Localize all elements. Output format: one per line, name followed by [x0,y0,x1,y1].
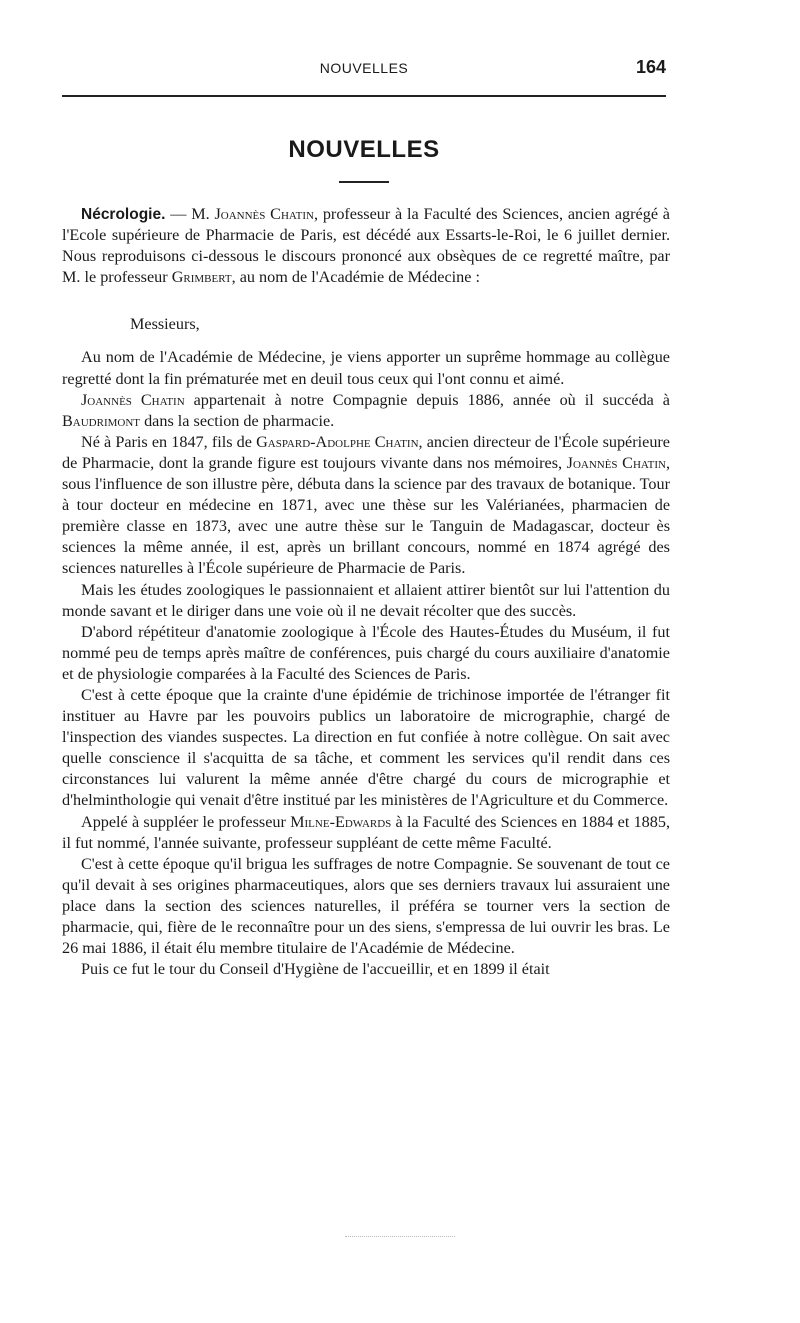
salutation: Messieurs, [130,315,200,334]
paragraph [62,390,670,432]
person-name: Milne-Edwards [290,812,392,831]
intro-dash: — M. [165,205,215,223]
person-name: Joannès Chatin [566,453,666,472]
person-name: Gaspard-Adolphe Chatin [256,432,419,451]
paragraph-text: à la Faculté des Sciences en 1884 et 1885, il fut nommé, l'année suivante, professeur suppléant de cette même Faculté. [62,812,671,852]
paragraph-text: Appelé à suppléer le professeur [81,812,291,831]
paragraph [62,812,670,854]
paragraph-text: , ancien directeur de l'École supérieure de Pharmacie, dont la grande figure est toujours vivante dans nos mémoires, [62,432,670,472]
person-name: Baudrimont [62,411,141,430]
paragraph [62,432,670,580]
person-name: Grimbert [171,268,232,287]
page-number: 164 [635,57,666,77]
paragraph: C'est à cette époque que la crainte d'une épidémie de trichinose importée de l'étranger fit instituer au Havre par les pouvoirs publics un laboratoire de micrographie, chargé de l'inspection des viandes suspectes. La direction en fut confiée à notre collègue. On sait avec quelle conscience il s'acquitta de sa tâche, et comment les services qu'il rendit dans ces circonstances lui valurent la même année d'être chargé du cours de micrographie et d'helminthologie qui venait d'être institué par les ministères de l'Agriculture et du Commerce. [62,685,670,810]
paragraph-text: Né à Paris en 1847, fils de [81,432,257,451]
intro-text: , professeur à la Faculté des Sciences, ancien agrégé à l'Ecole supérieure de Pharmacie de Paris, est décédé aux Essarts-le-Roi, le 6 juillet dernier. Nous reproduisons ci-dessous le discours prononcé aux obsèques de ce regretté maître, par M. le professeur [62,205,670,287]
paragraph: Puis ce fut le tour du Conseil d'Hygiène de l'accueillir, et en 1899 il était [81,960,550,979]
lead-label: Nécrologie. [81,206,166,223]
header-rule [62,95,666,97]
article-body [62,204,670,980]
person-name: Joannès Chatin [214,205,314,223]
paragraph-text: dans la section de pharmacie. [140,411,335,430]
print-artifact [345,1236,455,1237]
intro-text: , au nom de l'Académie de Médecine : [231,268,480,287]
paragraph: D'abord répétiteur d'anatomie zoologique à l'École des Hautes-Études du Muséum, il fut nommé peu de temps après maître de conférences, puis chargé du cours auxiliaire d'anatomie et de physiologie comparées à la Faculté des Sciences de Paris. [62,622,670,683]
title-rule [339,181,389,183]
section-title: NOUVELLES [288,136,440,163]
paragraph-text: appartenait à notre Compagnie depuis 1886, année où il succéda à [184,390,670,409]
paragraph-text: , sous l'influence de son illustre père, débuta dans la science par des travaux de botanique. Tour à tour docteur en médecine en 1871, avec une thèse sur les Valérianées, pharmacien de première classe en 1873, avec une autre thèse sur le Tanguin de Madagascar, docteur ès sciences la même année, il est, après un brillant concours, nommé en 1874 agrégé des sciences naturelles à l'École supérieure de Pharmacie de Paris. [62,453,670,578]
paragraph: C'est à cette époque qu'il brigua les suffrages de notre Compagnie. Se souvenant de tout ce qu'il devait à ses origines pharmaceutiques, alors que ses derniers travaux lui assuraient une place dans la section des sciences naturelles, il préféra se tourner vers la section de pharmacie, qui, fière de le reconnaître pour un des siens, s'empressa de lui ouvrir les bras. Le 26 mai 1886, il était élu membre titulaire de l'Académie de Médecine. [62,854,670,958]
paragraph: Au nom de l'Académie de Médecine, je viens apporter un suprême hommage au collègue regretté dont la fin prématurée met en deuil tous ceux qui l'ont connu et aimé. [62,348,670,388]
intro-paragraph [62,204,670,288]
running-head: NOUVELLES [319,60,409,76]
paragraph: Mais les études zoologiques le passionnaient et allaient attirer bientôt sur lui l'attention du monde savant et le diriger dans une voie où il ne devait récolter que des succès. [62,580,670,620]
person-name: Joannès Chatin [81,390,185,409]
page-header [62,57,666,82]
